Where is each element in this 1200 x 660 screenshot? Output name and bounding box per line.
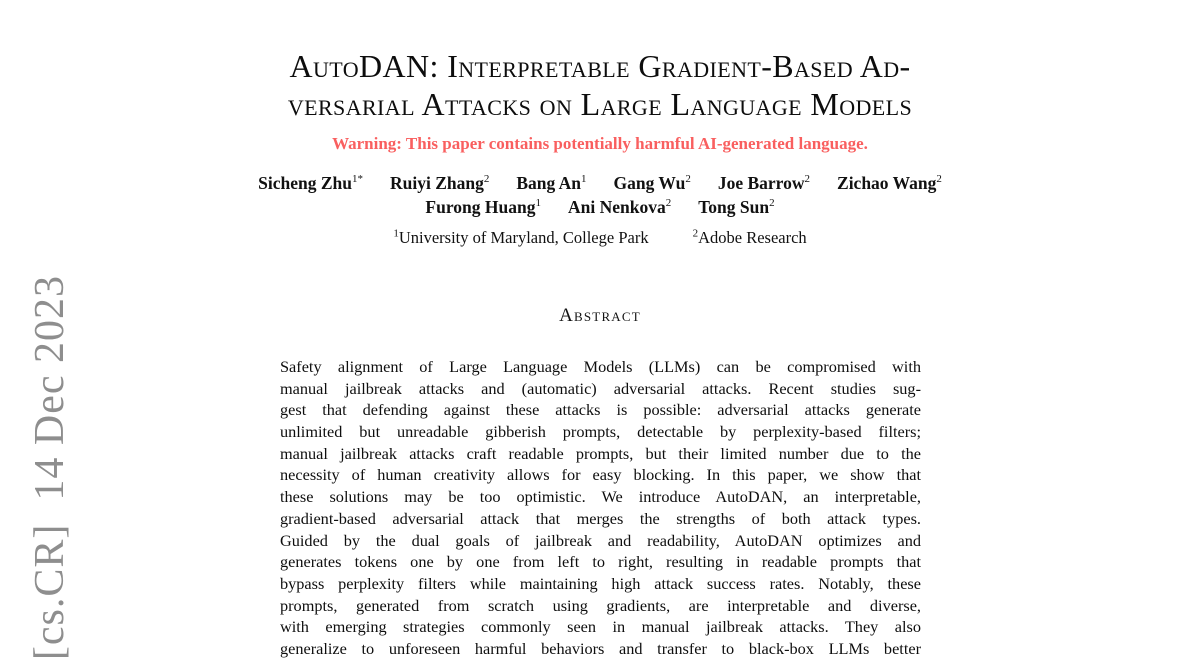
arxiv-category-date-watermark: [cs.CR] 14 Dec 2023 <box>27 274 73 660</box>
abstract-line: Safety alignment of Large Language Models (LLMs) can be compromised with <box>280 357 921 376</box>
abstract-line: bypass perplexity filters while maintaining high attack success rates. Notably, these <box>280 573 921 593</box>
abstract-line: unlimited but unreadable gibberish prompts, detectable by perplexity-based filters; <box>280 422 921 442</box>
abstract-line: these solutions may be too optimistic. We introduce AutoDAN, an interpretable, <box>280 487 921 507</box>
authors-row-1 <box>0 172 1200 195</box>
author-affiliation-superscript: 1* <box>351 173 363 186</box>
author <box>258 172 363 195</box>
abstract-line: Guided by the dual goals of jailbreak and readability, AutoDAN optimizes and <box>280 530 921 550</box>
author-name: Zichao Wang <box>837 173 937 193</box>
author-name: Ani Nenkova <box>567 197 666 217</box>
author-name: Ruiyi Zhang <box>389 173 484 193</box>
affiliation-superscript: 1 <box>393 227 399 240</box>
abstract-body <box>280 356 921 660</box>
author <box>425 196 541 219</box>
author-affiliation-superscript: 1 <box>535 197 541 210</box>
abstract-line: gest that defending against these attacks is possible: adversarial attacks generate <box>280 400 921 420</box>
author <box>837 172 942 195</box>
author-name: Tong Sun <box>698 197 770 217</box>
paper-title-line-2: versarial Attacks on Large Language Models <box>287 85 913 122</box>
abstract-line: prompts, generated from scratch using gradients, are interpretable and diverse, <box>280 595 921 615</box>
author-name: Joe Barrow <box>717 173 805 193</box>
author-name: Bang An <box>516 173 582 193</box>
author-affiliation-superscript: 2 <box>685 173 691 186</box>
paper-title <box>0 48 1200 123</box>
abstract-line: gradient-based adversarial attack that merges the strengths of both attack types. <box>280 508 921 528</box>
author-affiliation-superscript: 1 <box>581 173 587 186</box>
author <box>516 172 586 195</box>
affiliation <box>393 228 648 248</box>
abstract-line: necessity of human creativity allows for easy blocking. In this paper, we show that <box>280 465 921 485</box>
paper-title-line-1: AutoDAN: Interpretable Gradient-Based Ad- <box>289 48 911 84</box>
author <box>568 196 671 219</box>
author-name: Furong Huang <box>425 197 536 217</box>
author-affiliation-superscript: 2 <box>804 173 811 186</box>
author <box>718 172 810 195</box>
author <box>614 172 691 195</box>
affiliation-name: Adobe Research <box>698 228 807 247</box>
affiliation-superscript: 2 <box>692 227 699 240</box>
abstract-line: generates tokens one by one from left to right, resulting in readable prompts that <box>280 552 921 572</box>
author-affiliation-superscript: 2 <box>665 197 672 210</box>
abstract-heading: Abstract <box>559 305 641 326</box>
abstract-line: manual jailbreak attacks craft readable prompts, but their limited number due to the <box>280 443 921 463</box>
affiliations <box>0 228 1200 248</box>
affiliation <box>693 228 807 248</box>
abstract-line: generalize to unforeseen harmful behaviors and transfer to black-box LLMs better <box>280 638 921 658</box>
author-name: Sicheng Zhu <box>258 173 352 193</box>
abstract-line: with emerging strategies commonly seen in manual jailbreak attacks. They also <box>280 617 921 637</box>
author-affiliation-superscript: 2 <box>936 173 942 186</box>
author <box>390 172 489 195</box>
affiliation-name: University of Maryland, College Park <box>398 228 649 247</box>
author-affiliation-superscript: 2 <box>769 197 775 210</box>
author-name: Gang Wu <box>613 173 686 193</box>
author <box>698 196 774 219</box>
author-affiliation-superscript: 2 <box>483 173 490 186</box>
authors-row-2 <box>0 196 1200 219</box>
harmful-content-warning: Warning: This paper contains potentially harmful AI-generated language. <box>332 134 868 153</box>
abstract-line: manual jailbreak attacks and (automatic) adversarial attacks. Recent studies sug- <box>280 378 921 398</box>
